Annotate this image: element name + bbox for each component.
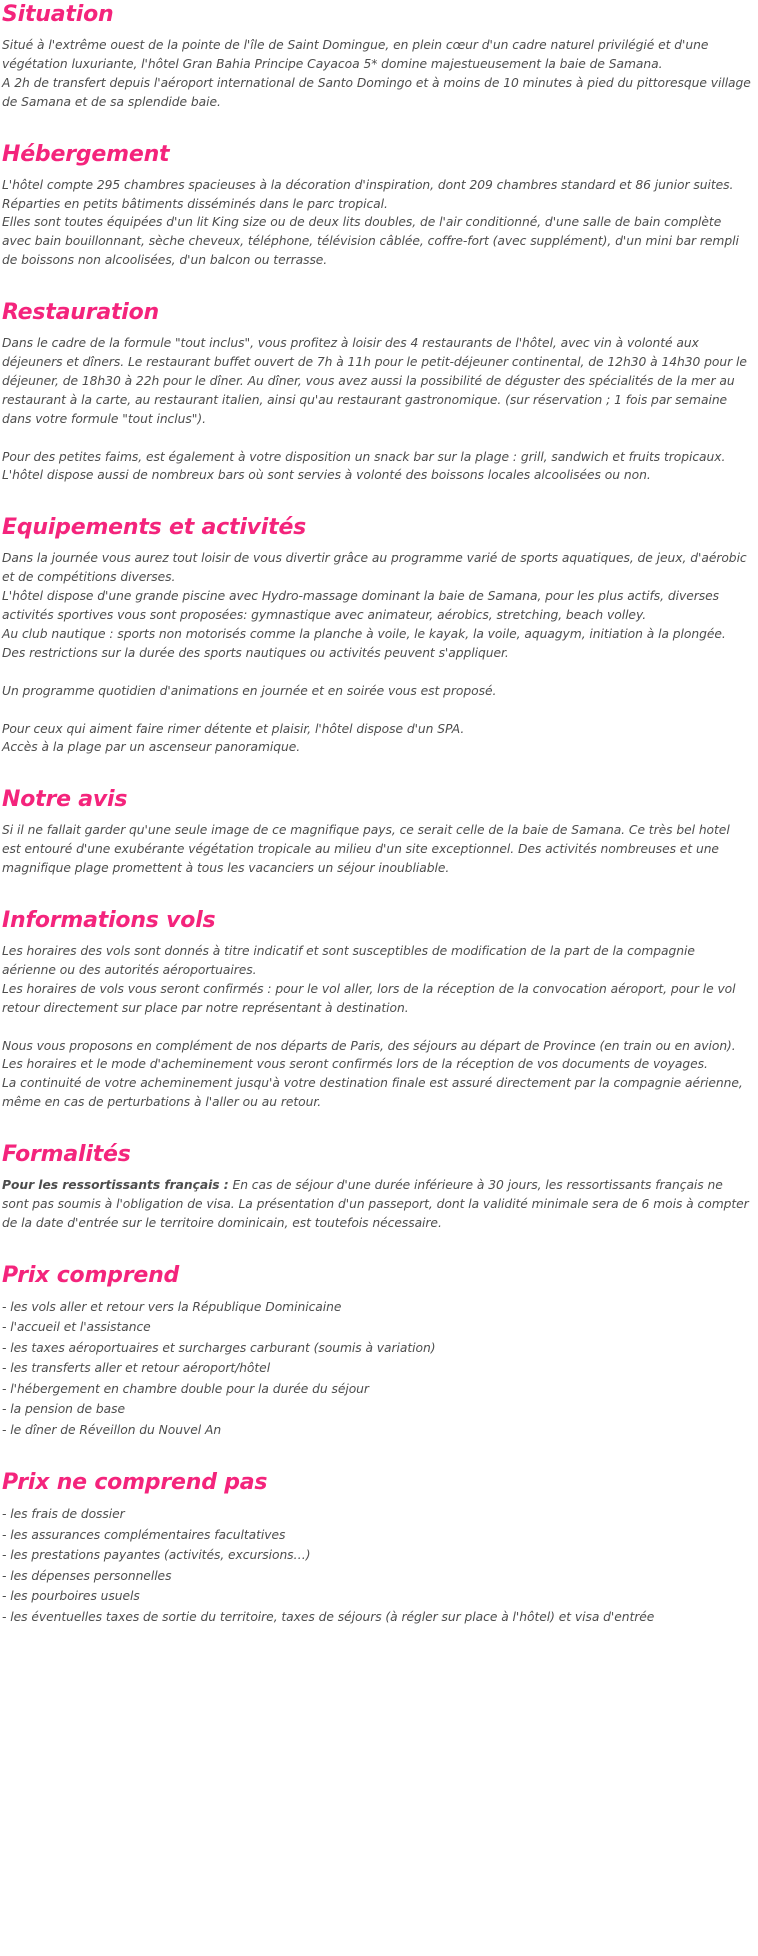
restauration-paragraph-2: Pour des petites faims, est également à votre disposition un snack bar sur la plage : grill, sandwich et fruits tropicaux. [2,449,726,464]
vols-paragraph-2: Les horaires de vols vous seront confirmés : pour le vol aller, lors de la réception de la convocation aéroport, pour le vol retour directement sur place par notre représentant à destination. [2,981,736,1015]
section-title-notre-avis: Notre avis [2,787,128,813]
section-informations-vols [2,908,752,1112]
list-item: - les dépenses personnelles [2,1568,172,1583]
list-item: - les taxes aéroportuaires et surcharges carburant (soumis à variation) [2,1340,436,1355]
vols-paragraph-4: Les horaires et le mode d'acheminement vous seront confirmés lors de la réception de vos documents de voyages. [2,1057,708,1072]
vols-paragraph-1: Les horaires des vols sont donnés à titre indicatif et sont susceptibles de modification de la part de la compagnie aérienne ou des autorités aéroportuaires. [2,944,695,977]
section-title-situation: Situation [2,2,114,27]
section-equipements-activites [2,515,752,757]
hebergement-paragraph-2: Elles sont toutes équipées d'un lit King size ou de deux lits doubles, de l'air conditionné, d'une salle de bain complète avec bain bouillonnant, sèche cheveux, téléphone, télévision câblée, coffre-fort (avec supplément), d'un mini bar rempli de boissons non alcoolisées, d'un balcon ou terrasse. [2,215,739,268]
situation-paragraph-2: A 2h de transfert depuis l'aéroport international de Santo Domingo et à moins de 10 minutes à pied du pittoresque village de Samana et de sa splendide baie. [2,75,751,109]
formalites-lead-text: En cas de séjour d'une durée inférieure à 30 jours, les ressortissants français ne sont pas soumis à l'obligation de visa. La présentation d'un passeport, dont la validité minimale sera de 6 mois à compter de la date d'entrée sur le territoire dominicain, est toutefois nécessaire. [2,1178,749,1230]
list-item: - les frais de dossier [2,1507,125,1522]
equipements-paragraph-6: Pour ceux qui aiment faire rimer détente et plaisir, l'hôtel dispose d'un SPA. [2,721,465,736]
vols-paragraph-5: La continuité de votre acheminement jusqu'à votre destination finale est assuré directement par la compagnie aérienne, même en cas de perturbations à l'aller ou au retour. [2,1076,743,1110]
prix-ne-comprend-pas-list [2,1504,752,1627]
formalites-paragraph-1 [2,1176,752,1233]
equipements-paragraph-7: Accès à la plage par un ascenseur panoramique. [2,740,301,755]
formalites-lead-label: Pour les ressortissants français : [2,1178,229,1193]
list-item: - les transferts aller et retour aéroport/hôtel [2,1361,271,1376]
section-title-informations-vols: Informations vols [2,908,216,934]
equipements-paragraph-5: Un programme quotidien d'animations en journée et en soirée vous est proposé. [2,683,497,698]
equipements-paragraph-3: Au club nautique : sports non motorisés comme la planche à voile, le kayak, la voile, aquagym, initiation à la plongée. [2,627,726,642]
restauration-paragraph-1: Dans le cadre de la formule "tout inclus", vous profitez à loisir des 4 restaurants de l'hôtel, avec vin à volonté aux déjeuners et dîners. Le restaurant buffet ouvert de 7h à 11h pour le petit-déjeuner continental, de 12h30 à 14h30 pour le déjeuner, de 18h30 à 22h pour le dîner. Au dîner, vous avez aussi la possibilité de déguster des spécialités de la mer au restaurant à la carte, au restaurant italien, ainsi qu'au restaurant gastronomique. (sur réservation ; 1 fois par semaine dans votre formule "tout inclus"). [2,336,747,426]
section-title-prix-comprend: Prix comprend [2,1262,180,1288]
list-item: - les pourboires usuels [2,1589,140,1604]
list-item: - la pension de base [2,1402,126,1417]
vols-paragraph-3: Nous vous proposons en complément de nos départs de Paris, des séjours au départ de Province (en train ou en avion). [2,1038,736,1053]
equipements-paragraph-1: Dans la journée vous aurez tout loisir de vous divertir grâce au programme varié de sports aquatiques, de jeux, d'aérobic et de compétitions diverses. [2,551,747,585]
section-restauration [2,300,752,485]
list-item: - l'accueil et l'assistance [2,1320,151,1335]
list-item: - les éventuelles taxes de sortie du territoire, taxes de séjours (à régler sur place à l'hôtel) et visa d'entrée [2,1609,655,1624]
section-formalites [2,1142,752,1233]
list-item: - les prestations payantes (activités, excursions…) [2,1548,311,1563]
prix-comprend-list [2,1297,752,1441]
section-title-formalites: Formalités [2,1142,131,1168]
hebergement-paragraph-1: L'hôtel compte 295 chambres spacieuses à la décoration d'inspiration, dont 209 chambres standard et 86 junior suites. Réparties en petits bâtiments disséminés dans le parc tropical. [2,177,734,211]
list-item: - les vols aller et retour vers la République Dominicaine [2,1299,342,1314]
section-situation [2,0,752,112]
restauration-paragraph-3: L'hôtel dispose aussi de nombreux bars où sont servies à volonté des boissons locales alcoolisées ou non. [2,468,651,483]
section-notre-avis [2,787,752,878]
situation-paragraph-1: Situé à l'extrême ouest de la pointe de l'île de Saint Domingue, en plein cœur d'un cadre naturel privilégié et d'une végétation luxuriante, l'hôtel Gran Bahia Principe Cayacoa 5* domine majestueusement la baie de Samana. [2,38,709,71]
list-item: - l'hébergement en chambre double pour la durée du séjour [2,1381,369,1396]
section-title-equipements: Equipements et activités [2,515,307,541]
list-item: - le dîner de Réveillon du Nouvel An [2,1422,222,1437]
section-prix-ne-comprend-pas [2,1470,752,1627]
equipements-paragraph-2: L'hôtel dispose d'une grande piscine avec Hydro-massage dominant la baie de Samana, pour les plus actifs, diverses activités sportives vous sont proposées: gymnastique avec animateur, aérobics, stretching, beach volley. [2,589,719,623]
section-title-hebergement: Hébergement [2,141,170,167]
list-item: - les assurances complémentaires facultatives [2,1527,286,1542]
section-hebergement [2,142,752,271]
section-title-prix-ne-comprend-pas: Prix ne comprend pas [2,1470,268,1496]
section-prix-comprend [2,1263,752,1441]
avis-paragraph-1: Si il ne fallait garder qu'une seule image de ce magnifique pays, ce serait celle de la baie de Samana. Ce très bel hotel est entouré d'une exubérante végétation tropicale au milieu d'un site exceptionnel. Des activités nombreuses et une magnifique plage promettent à tous les vacanciers un séjour inoubliable. [2,823,730,876]
equipements-paragraph-4: Des restrictions sur la durée des sports nautiques ou activités peuvent s'appliquer. [2,645,509,660]
section-title-restauration: Restauration [2,300,160,326]
